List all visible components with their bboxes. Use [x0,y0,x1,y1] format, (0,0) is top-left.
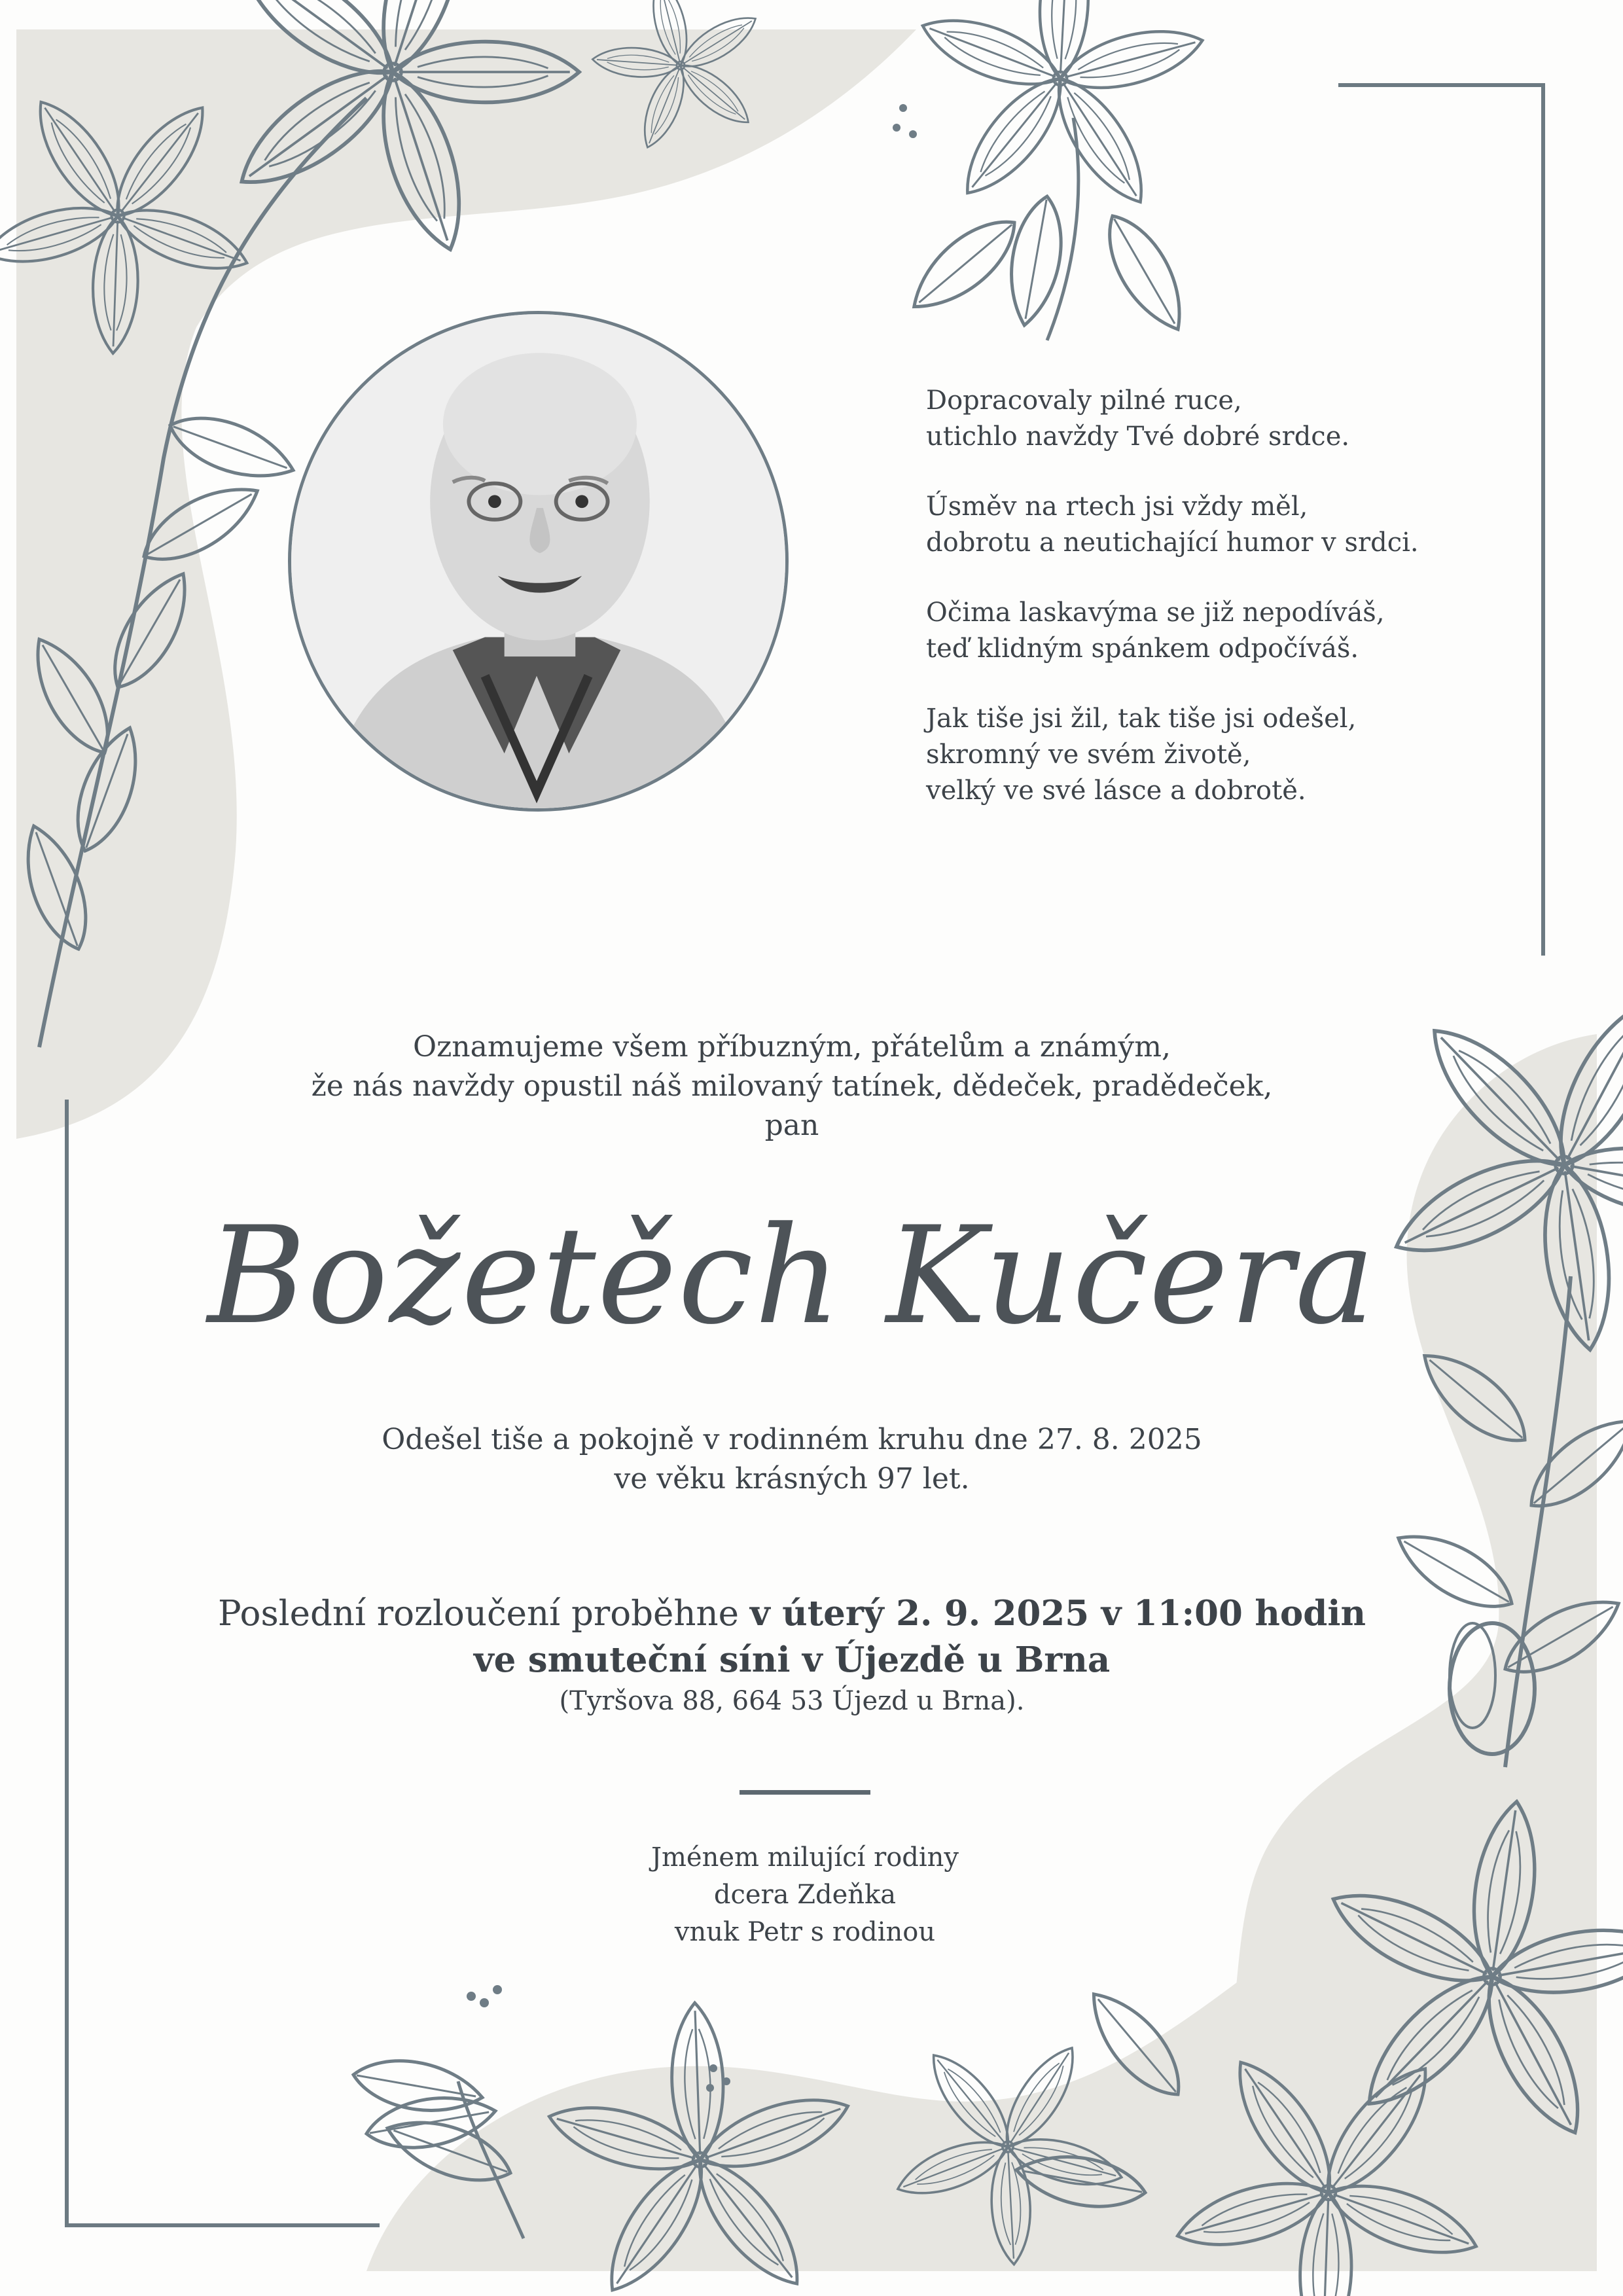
poem-line: Jak tiše jsi žil, tak tiše jsi odešel, [926,704,1357,734]
family-line: Jménem milující rodiny [651,1842,959,1873]
family-line: dcera Zdeňka [713,1880,897,1910]
death-info-line: Odešel tiše a pokojně v rodinném kruhu dne 27. 8. 2025 [382,1423,1202,1456]
funeral-when-line [131,1590,1453,1637]
announcement-line: pan [764,1109,819,1142]
death-info [196,1420,1387,1499]
poem-line: dobrotu a neutichající humor v srdci. [926,528,1419,558]
funeral-intro: Poslední rozloučení proběhne [218,1594,740,1634]
poem-stanza [926,383,1515,455]
funeral-datetime: v úterý 2. 9. 2025 v 11:00 hodin [749,1593,1366,1634]
poem-line: utichlo navždy Tvé dobré srdce. [926,422,1350,452]
poem-line: skromný ve svém životě, [926,740,1251,770]
portrait-illustration [291,314,785,808]
announcement-line: Oznamujeme všem příbuzným, přátelům a známým, [413,1030,1171,1064]
divider [740,1790,870,1795]
funeral-place: ve smuteční síni v Újezdě u Brna [473,1640,1111,1680]
announcement-line: že nás navždy opustil náš milovaný tatínek, dědeček, pradědeček, [311,1069,1273,1103]
poem-line: teď klidným spánkem odpočíváš. [926,634,1359,664]
funeral-info [131,1590,1453,1719]
death-info-line: ve věku krásných 97 let. [614,1462,970,1496]
poem-line: Úsměv na rtech jsi vždy měl, [926,492,1308,522]
funeral-address: (Tyršova 88, 664 53 Újezd u Brna). [559,1686,1025,1716]
deceased-name: Božetěch Kučera [207,1198,1377,1354]
poem-stanza [926,701,1515,809]
poem [926,383,1515,843]
portrait-photo [288,311,789,812]
family-line: vnuk Petr s rodinou [674,1917,936,1947]
family-signature [393,1839,1217,1951]
poem-line: Očima laskavýma se již nepodíváš, [926,598,1385,628]
poem-stanza [926,489,1515,561]
poem-line: velký ve své lásce a dobrotě. [926,776,1306,806]
poem-line: Dopracovaly pilné ruce, [926,386,1242,416]
announcement [196,1028,1387,1145]
poem-stanza [926,595,1515,667]
